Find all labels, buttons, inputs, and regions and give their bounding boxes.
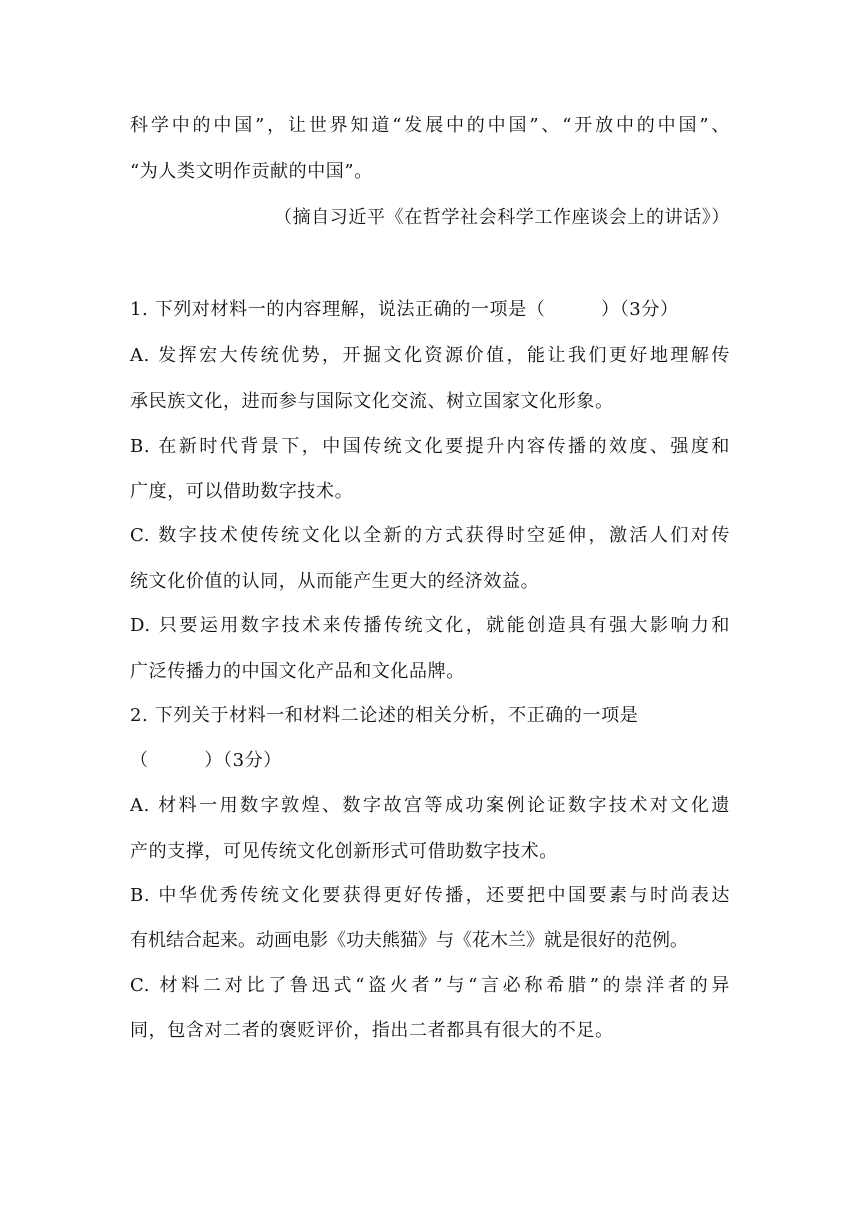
question-2-option-a: A. 材料一用数字敦煌、数字故宫等成功案例论证数字技术对文化遗 (130, 795, 730, 816)
question-2-option-b: B. 中华优秀传统文化要获得更好传播，还要把中国要素与时尚表达 (130, 885, 730, 906)
passage-line: 科学中的中国”，让世界知道“发展中的中国”、“开放中的中国”、 (130, 115, 730, 136)
question-1-option-c: C. 数字技术使传统文化以全新的方式获得时空延伸，激活人们对传 (130, 525, 730, 546)
question-1-option-b: 广度，可以借助数字技术。 (130, 481, 354, 502)
question-2-option-c: 同，包含对二者的褒贬评价，指出二者都具有很大的不足。 (130, 1020, 614, 1041)
question-2-option-b: 有机结合起来。动画电影《功夫熊猫》与《花木兰》就是很好的范例。 (130, 930, 688, 951)
question-1-option-d: D. 只要运用数字技术来传播传统文化，就能创造具有强大影响力和 (130, 615, 730, 636)
question-1-option-c: 统文化价值的认同，从而能产生更大的经济效益。 (130, 571, 540, 592)
question-2-stem: （ ）（3分） (130, 750, 282, 771)
question-2-stem: 2. 下列关于材料一和材料二论述的相关分析，不正确的一项是 (130, 705, 639, 726)
question-1-stem: 1. 下列对材料一的内容理解，说法正确的一项是（ ）（3分） (130, 299, 679, 320)
passage-line: “为人类文明作贡献的中国”。 (130, 161, 373, 182)
passage-source: （摘自习近平《在哲学社会科学工作座谈会上的讲话》） (274, 207, 730, 228)
question-1-option-b: B. 在新时代背景下，中国传统文化要提升内容传播的效度、强度和 (130, 436, 730, 457)
question-2-option-c: C. 材料二对比了鲁迅式“盗火者”与“言必称希腊”的崇洋者的异 (130, 975, 730, 996)
question-1-option-a: 承民族文化，进而参与国际文化交流、树立国家文化形象。 (130, 391, 614, 412)
question-1-option-d: 广泛传播力的中国文化产品和文化品牌。 (130, 661, 465, 682)
question-2-option-a: 产的支撑，可见传统文化创新形式可借助数字技术。 (130, 841, 558, 862)
question-1-option-a: A. 发挥宏大传统优势，开掘文化资源价值，能让我们更好地理解传 (130, 345, 730, 366)
